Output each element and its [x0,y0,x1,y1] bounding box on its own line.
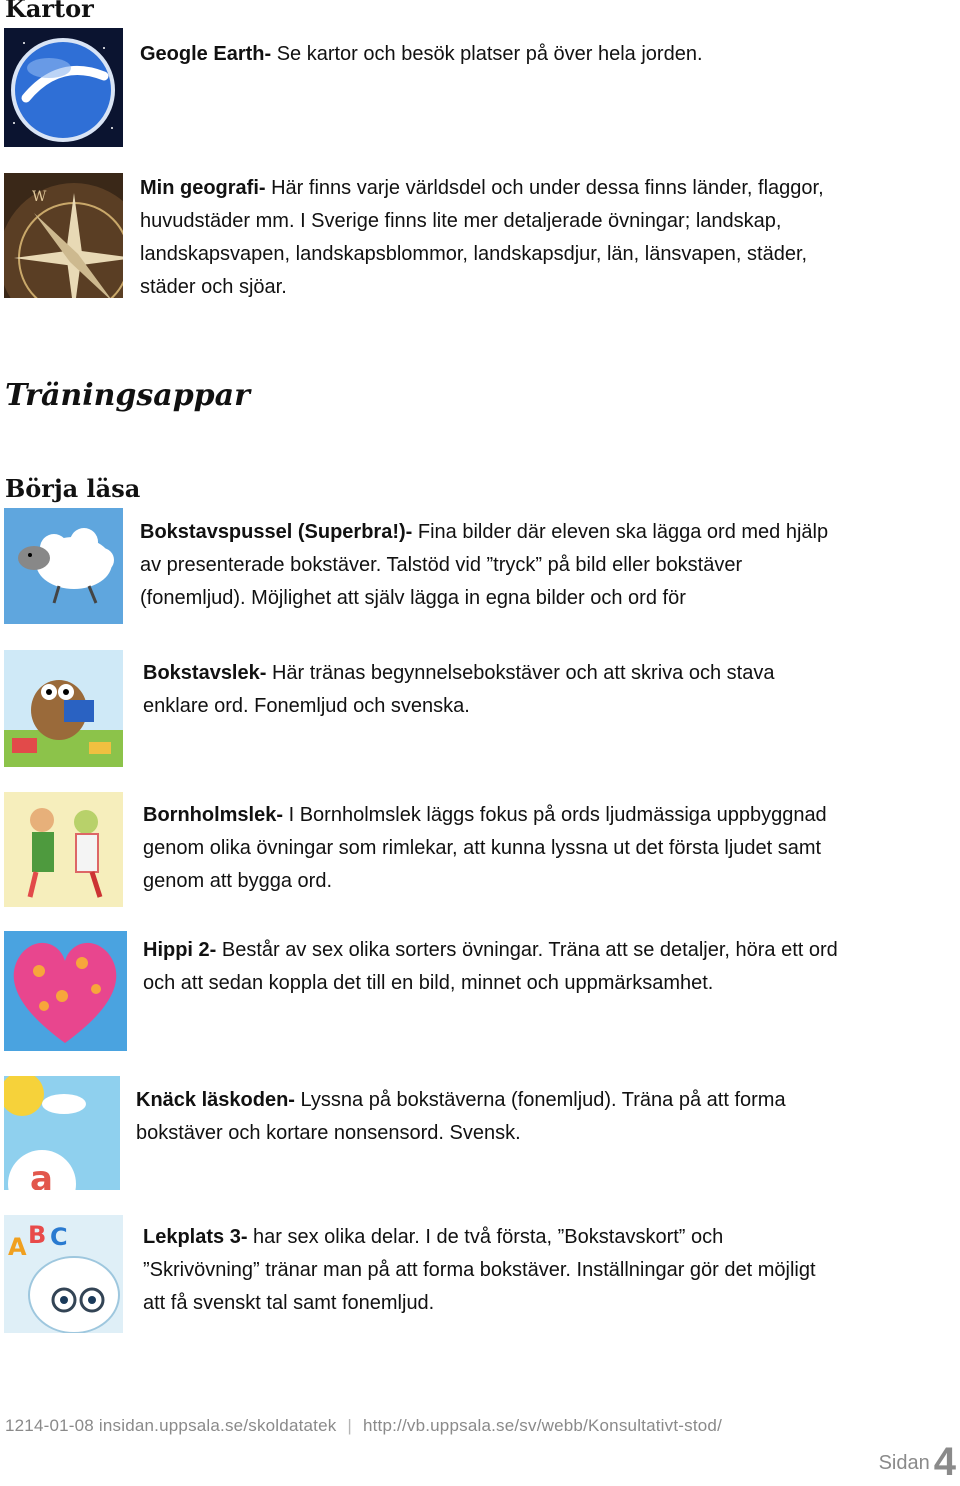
entry-lekplats-3: Lekplats 3- har sex olika delar. I de två första, ”Bokstavskort” och ”Skrivövning” tränar man på att forma bokstäver. Inställningar gör det möjligt att få svenskt tal samt fonemljud. [143,1226,816,1314]
footer-date: 1214-01-08 [5,1416,94,1435]
entry-bokstavslek: Bokstavslek- Här tränas begynnelsebokstäver och att skriva och stava enklare ord. Fonemljud och svenska. [143,662,775,717]
sheep-icon [4,508,123,624]
entry-google-earth: Geogle Earth- Se kartor och besök platser på över hela jorden. [140,43,703,65]
heart-icon [4,931,127,1051]
svg-text:A: A [8,1233,27,1261]
google-earth-icon [4,28,123,147]
heading-traningsappar: Träningsappar [5,378,250,413]
svg-text:C: C [50,1223,68,1251]
entry-min-geografi: Min geografi- Här finns varje världsdel och under dessa finns länder, flaggor, huvudstäder mm. I Sverige finns lite mer detaljerade övningar; landskap, landskapsvapen, landskapsblommor, landskapsdjur, län, länsvapen, städer, städer och sjöar. [140,177,824,298]
footer-site2[interactable]: http://vb.uppsala.se/sv/webb/Konsultativt-stod/ [362,1416,722,1435]
footer-separator: | [347,1416,353,1435]
entry-knack-laskoden: Knäck läskoden- Lyssna på bokstäverna (fonemljud). Träna på att forma bokstäver och kortare nonsensord. Svensk. [136,1089,786,1144]
sun-letter-a-icon [4,1076,120,1190]
svg-text:a: a [30,1159,53,1190]
svg-text:B: B [28,1221,47,1249]
footer [5,1416,722,1436]
owl-reading-icon [4,650,123,767]
heading-kartor: Kartor [5,0,94,23]
compass-icon [4,173,123,298]
page-number [879,1440,956,1485]
page-number-value: 4 [933,1440,956,1484]
entry-bornholmslek: Bornholmslek- I Bornholmslek läggs fokus på ords ljudmässiga uppbyggnad genom olika övningar som rimlekar, att kunna lyssna ut det första ljudet samt genom att bygga ord. [143,804,827,892]
entry-hippi-2: Hippi 2- Består av sex olika sorters övningar. Träna att se detaljer, höra ett ord och att sedan koppla det till en bild, minnet och uppmärksamhet. [143,939,838,994]
cartoon-characters-icon [4,792,123,907]
heading-borja-lasa: Börja läsa [5,474,141,503]
entry-bokstavspussel: Bokstavspussel (Superbra!)- Fina bilder där eleven ska lägga ord med hjälp av presenterade bokstäver. Talstöd vid ”tryck” på bild eller bokstäver (fonemljud). Möjlighet att själv lägga in egna bilder och ord för [140,521,829,609]
abc-owl-icon [4,1215,123,1333]
svg-text:W: W [32,189,47,205]
page-label: Sidan [878,1452,930,1474]
footer-site1[interactable]: insidan.uppsala.se/skoldatatek [98,1416,337,1435]
